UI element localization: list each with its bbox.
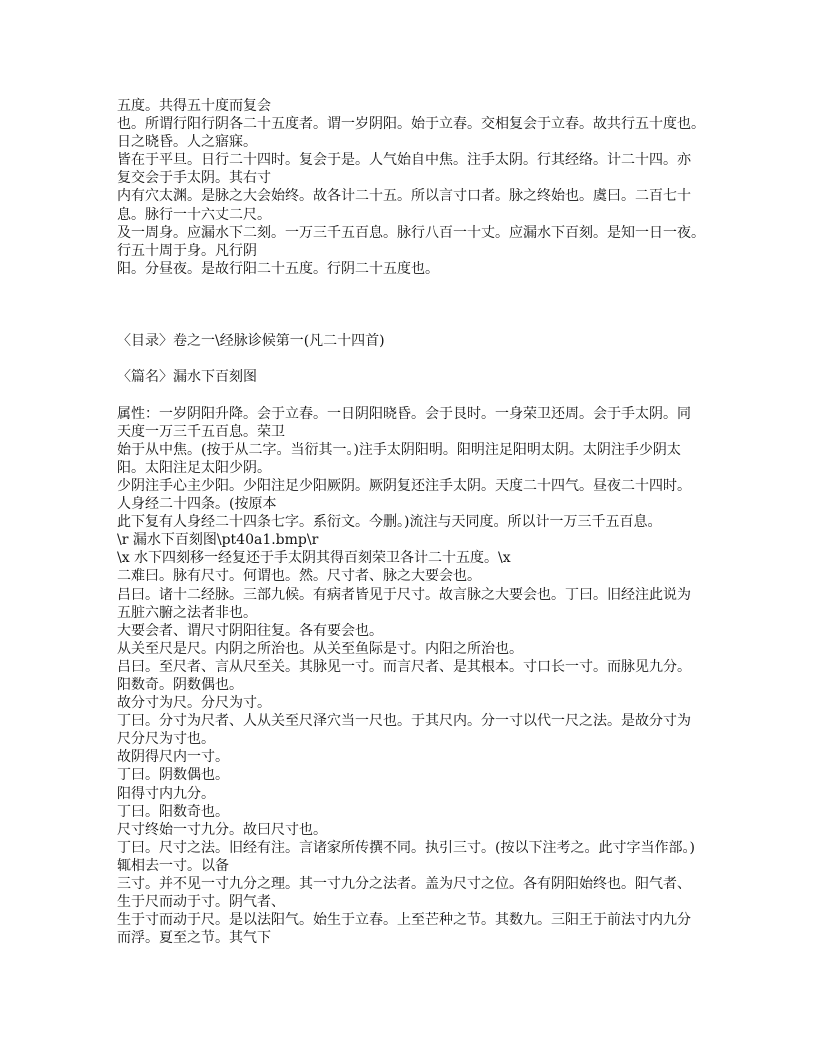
text-line: 二难曰。脉有尺寸。何谓也。然。尺寸者、脉之大要会也。	[117, 568, 481, 585]
text-line: 人身经二十四条。(按原本	[117, 496, 277, 513]
text-line: 内有穴太渊。是脉之大会始终。故各计二十五。所以言寸口者。脉之终始也。虞曰。二百七十	[117, 188, 691, 205]
text-line: 五脏六腑之法者非也。	[117, 604, 257, 621]
text-line: 阳。太阳注足太阳少阴。	[117, 459, 271, 476]
text-line: 皆在于平旦。日行二十四时。复会于是。人气始自中焦。注手太阴。行其经络。计二十四。亦	[117, 152, 691, 169]
text-line: 也。所谓行阳行阴各二十五度者。谓一岁阴阳。始于立春。交相复会于立春。故共行五十度也。	[117, 116, 705, 133]
text-line: 始于从中焦。(按于从二字。当衍其一。)注手太阴阳明。阳明注足阳明太阴。太阴注手少阴太	[117, 441, 681, 458]
text-line: 丁曰。分寸为尺者、人从关至尺泽穴当一尺也。于其尺内。分一寸以代一尺之法。是故分寸为	[117, 713, 691, 730]
text-line: 大要会者、谓尺寸阴阳往复。各有要会也。	[117, 622, 383, 639]
text-line: 复交会于手太阴。其右寸	[117, 170, 271, 187]
text-line: \r 漏水下百刻图\pt40a1.bmp\r	[117, 532, 319, 549]
text-line: 吕曰。诸十二经脉。三部九候。有病者皆见于尺寸。故言脉之大要会也。丁曰。旧经注此说为	[117, 586, 691, 603]
blank-line	[117, 314, 717, 332]
text-line: 〈篇名〉漏水下百刻图	[117, 369, 257, 386]
blank-line	[117, 350, 717, 368]
text-line: 五度。共得五十度而复会	[117, 98, 271, 114]
text-line: 尺寸终始一寸九分。故曰尺寸也。	[117, 821, 327, 838]
text-line: 天度一万三千五百息。荣卫	[117, 423, 285, 440]
text-line: 阳。分昼夜。是故行阳二十五度。行阴二十五度也。	[117, 260, 439, 277]
blank-line	[117, 278, 717, 296]
text-line: 尺分尺为寸也。	[117, 731, 215, 748]
text-line: 此下复有人身经二十四条七字。系衍文。今删。)流注与天同度。所以计一万三千五百息。	[117, 514, 662, 531]
text-line: 息。脉行一十六丈二尺。	[117, 206, 271, 223]
text-line: 而浮。夏至之节。其气下	[117, 930, 271, 947]
text-line: 生于尺而动于寸。阴气者、	[117, 894, 285, 911]
text-line: 及一周身。应漏水下二刻。一万三千五百息。脉行八百一十丈。应漏水下百刻。是知一日一夜。	[117, 224, 705, 241]
text-line: 丁曰。尺寸之法。旧经有注。言诸家所传撰不同。执引三寸。(按以下注考之。此寸字当作部。)	[117, 839, 695, 856]
text-line: 从关至尺是尺。内阴之所治也。从关至鱼际是寸。内阳之所治也。	[117, 640, 523, 657]
text-line: 少阴注手心主少阳。少阳注足少阳厥阴。厥阴复还注手太阴。天度二十四气。昼夜二十四时。	[117, 477, 691, 494]
text-line: 辄相去一寸。以备	[117, 857, 229, 874]
text-line: 吕曰。至尺者、言从尺至关。其脉见一寸。而言尺者、是其根本。寸口长一寸。而脉见九分。	[117, 658, 691, 675]
text-line: 阳得寸内九分。	[117, 785, 215, 802]
text-line: \x 水下四刻移一经复还于手太阴其得百刻荣卫各计二十五度。\x	[117, 550, 511, 567]
text-line: 〈目录〉卷之一\经脉诊候第一(凡二十四首)	[117, 333, 385, 350]
text-line: 三寸。并不见一寸九分之理。其一寸九分之法者。盖为尺寸之位。各有阴阳始终也。阳气者、	[117, 876, 691, 893]
text-line: 丁曰。阳数奇也。	[117, 803, 229, 820]
text-line: 属性：一岁阴阳升降。会于立春。一日阴阳晓昏。会于艮时。一身荣卫还周。会于手太阴。同	[117, 405, 691, 422]
text-line: 丁曰。阴数偶也。	[117, 767, 229, 784]
blank-line	[117, 387, 717, 405]
text-line: 生于寸而动于尺。是以法阳气。始生于立春。上至芒种之节。其数九。三阳王于前法寸内九分	[117, 912, 691, 929]
blank-line	[117, 296, 717, 314]
text-line: 故阴得尺内一寸。	[117, 749, 229, 766]
text-line: 日之晓昏。人之寤寐。	[117, 134, 257, 151]
text-line: 故分寸为尺。分尺为寸。	[117, 695, 271, 712]
text-line: 行五十周于身。凡行阴	[117, 242, 257, 259]
text-line: 阳数奇。阴数偶也。	[117, 677, 243, 693]
document-page	[117, 97, 717, 947]
